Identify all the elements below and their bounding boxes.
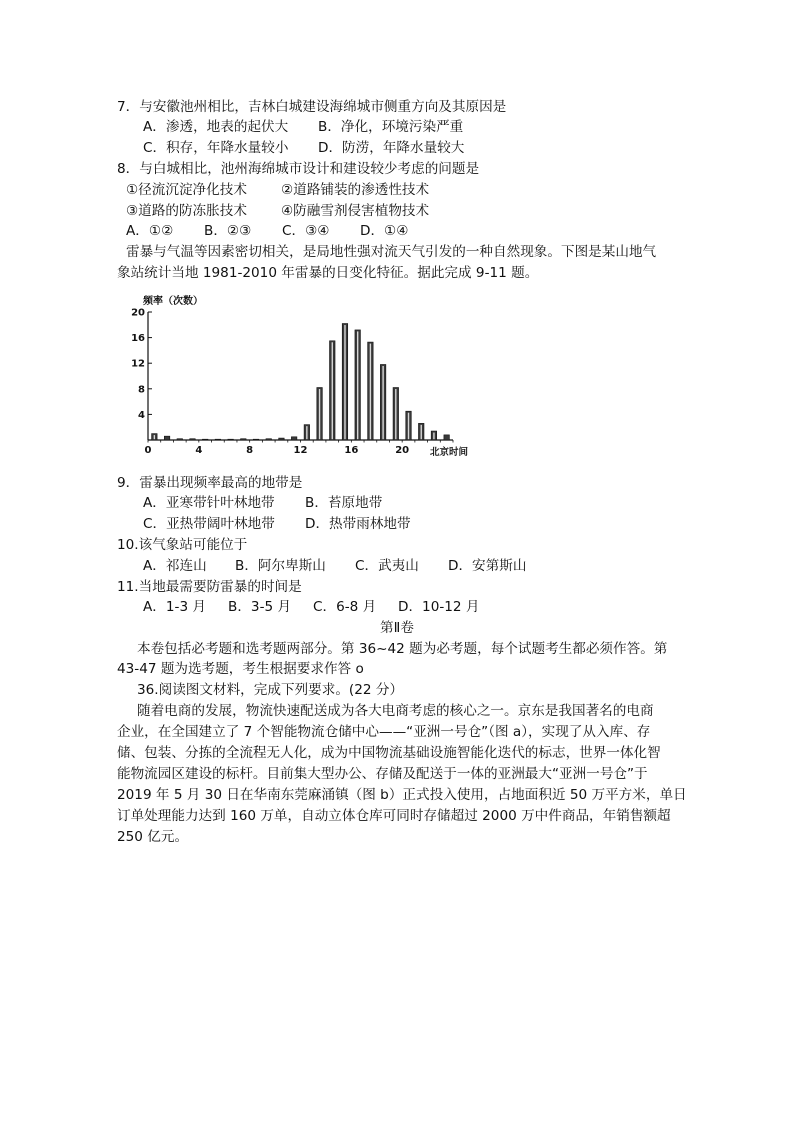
section-desc-line-1: 本卷包括必考题和选考题两部分。第 36~42 题为必考题，每个试题考生都必须作答。第 [137,641,668,657]
q9-option-a: A．亚寒带针叶林地带 [143,495,275,511]
intro-line-1: 雷暴与气温等因素密切相关，是局地性强对流天气引发的一种自然现象。下图是某山地气 [126,244,657,260]
q36-stem: 36.阅读图文材料，完成下列要求。(22 分） [137,682,404,698]
bar [241,439,247,440]
q36-text-line-5: 2019 年 5 月 30 日在华南东莞麻涌镇（图 b）正式投入使用，占地面积近 50 万平方米，单日 [117,787,687,803]
q9-stem: 9．雷暴出现频率最高的地带是 [117,475,303,491]
q7-option-d: D．防涝，年降水量较大 [318,140,465,156]
q11-option-a: A．1-3 月 [143,599,207,615]
q36-text-line-1: 随着电商的发展，物流快速配送成为各大电商考虑的核心之一。京东是我国著名的电商 [137,703,654,719]
q9-option-d: D．热带雨林地带 [305,516,411,532]
q10-option-c: C．武夷山 [355,558,419,574]
q10-option-b: B．阿尔卑斯山 [235,558,326,574]
bar [215,439,221,440]
q36-text-line-2: 企业，在全国建立了 7 个智能物流仓储中心——“亚洲一号仓”（图 a），实现了从入库、存 [117,724,651,740]
x-tick-label: 12 [293,445,308,456]
thunderstorm-frequency-chart [130,292,470,462]
section-title: 第Ⅱ卷 [380,620,414,636]
x-tick-label: 20 [395,445,410,456]
bar [228,439,234,440]
x-tick-label: 8 [246,445,254,456]
q10-stem: 10.该气象站可能位于 [117,537,248,553]
bar [164,436,170,440]
q7-option-b: B．净化，环境污染严重 [318,119,464,135]
q36-text-line-7: 250 亿元。 [117,829,189,845]
section-desc-line-2: 43-47 题为选考题，考生根据要求作答 o [117,661,364,677]
q8-item-1: ①径流沉淀净化技术 [126,182,247,198]
q10-option-d: D．安第斯山 [448,558,527,574]
q8-item-3: ③道路的防冻胀技术 [126,203,247,219]
bar [291,437,297,440]
x-axis-label: 北京时间 [430,447,469,458]
q8-stem: 8．与白城相比，池州海绵城市设计和建设较少考虑的问题是 [117,161,480,177]
q7-option-c: C．积存，年降水量较小 [143,140,289,156]
x-tick-label: 4 [195,445,203,456]
q7-stem: 7．与安徽池州相比，吉林白城建设海绵城市侧重方向及其原因是 [117,99,507,115]
y-tick-label: 20 [131,307,145,319]
q8-option-b: B．②③ [204,223,252,239]
q8-item-2: ②道路铺装的渗透性技术 [281,182,430,198]
intro-line-2: 象站统计当地 1981-2010 年雷暴的日变化特征。据此完成 9-11 题。 [117,265,539,281]
bar [253,439,259,440]
q8-option-a: A．①② [126,223,174,239]
q9-option-c: C．亚热带阔叶林地带 [143,516,275,532]
y-tick-label: 4 [138,409,145,421]
q36-text-line-4: 能物流园区建设的标杆。目前集大型办公、存储及配送于一体的亚洲最大“亚洲一号仓”于 [117,766,648,782]
y-tick-label: 16 [131,333,145,345]
q9-option-b: B．苔原地带 [305,495,383,511]
chart-bars [152,324,450,440]
bar [266,439,272,440]
q36-text-line-3: 储、包装、分拣的全流程无人化，成为中国物流基础设施智能化迭代的标志，世界一体化智 [117,745,661,761]
q11-option-c: C．6-8 月 [313,599,377,615]
y-tick-label: 8 [138,384,145,396]
bar [177,439,183,440]
bar [202,439,208,440]
bar [190,439,196,440]
bar [279,438,285,440]
q7-option-a: A．渗透，地表的起伏大 [143,119,289,135]
q8-item-4: ④防融雪剂侵害植物技术 [281,203,430,219]
y-tick-label: 12 [131,358,145,370]
q11-option-b: B．3-5 月 [228,599,292,615]
q11-stem: 11.当地最需要防雷暴的时间是 [117,579,302,595]
q8-option-c: C．③④ [282,223,330,239]
q36-text-line-6: 订单处理能力达到 160 万单，自动立体仓库可同时存储超过 2000 万中件商品，年销售额超 [117,808,671,824]
q8-option-d: D．①④ [360,223,409,239]
bar [444,435,450,440]
q11-option-d: D．10-12 月 [398,599,480,615]
y-axis-label: 频率（次数） [143,296,203,307]
x-tick-label: 0 [144,445,152,456]
x-tick-label: 16 [344,445,359,456]
q10-option-a: A．祁连山 [143,558,207,574]
